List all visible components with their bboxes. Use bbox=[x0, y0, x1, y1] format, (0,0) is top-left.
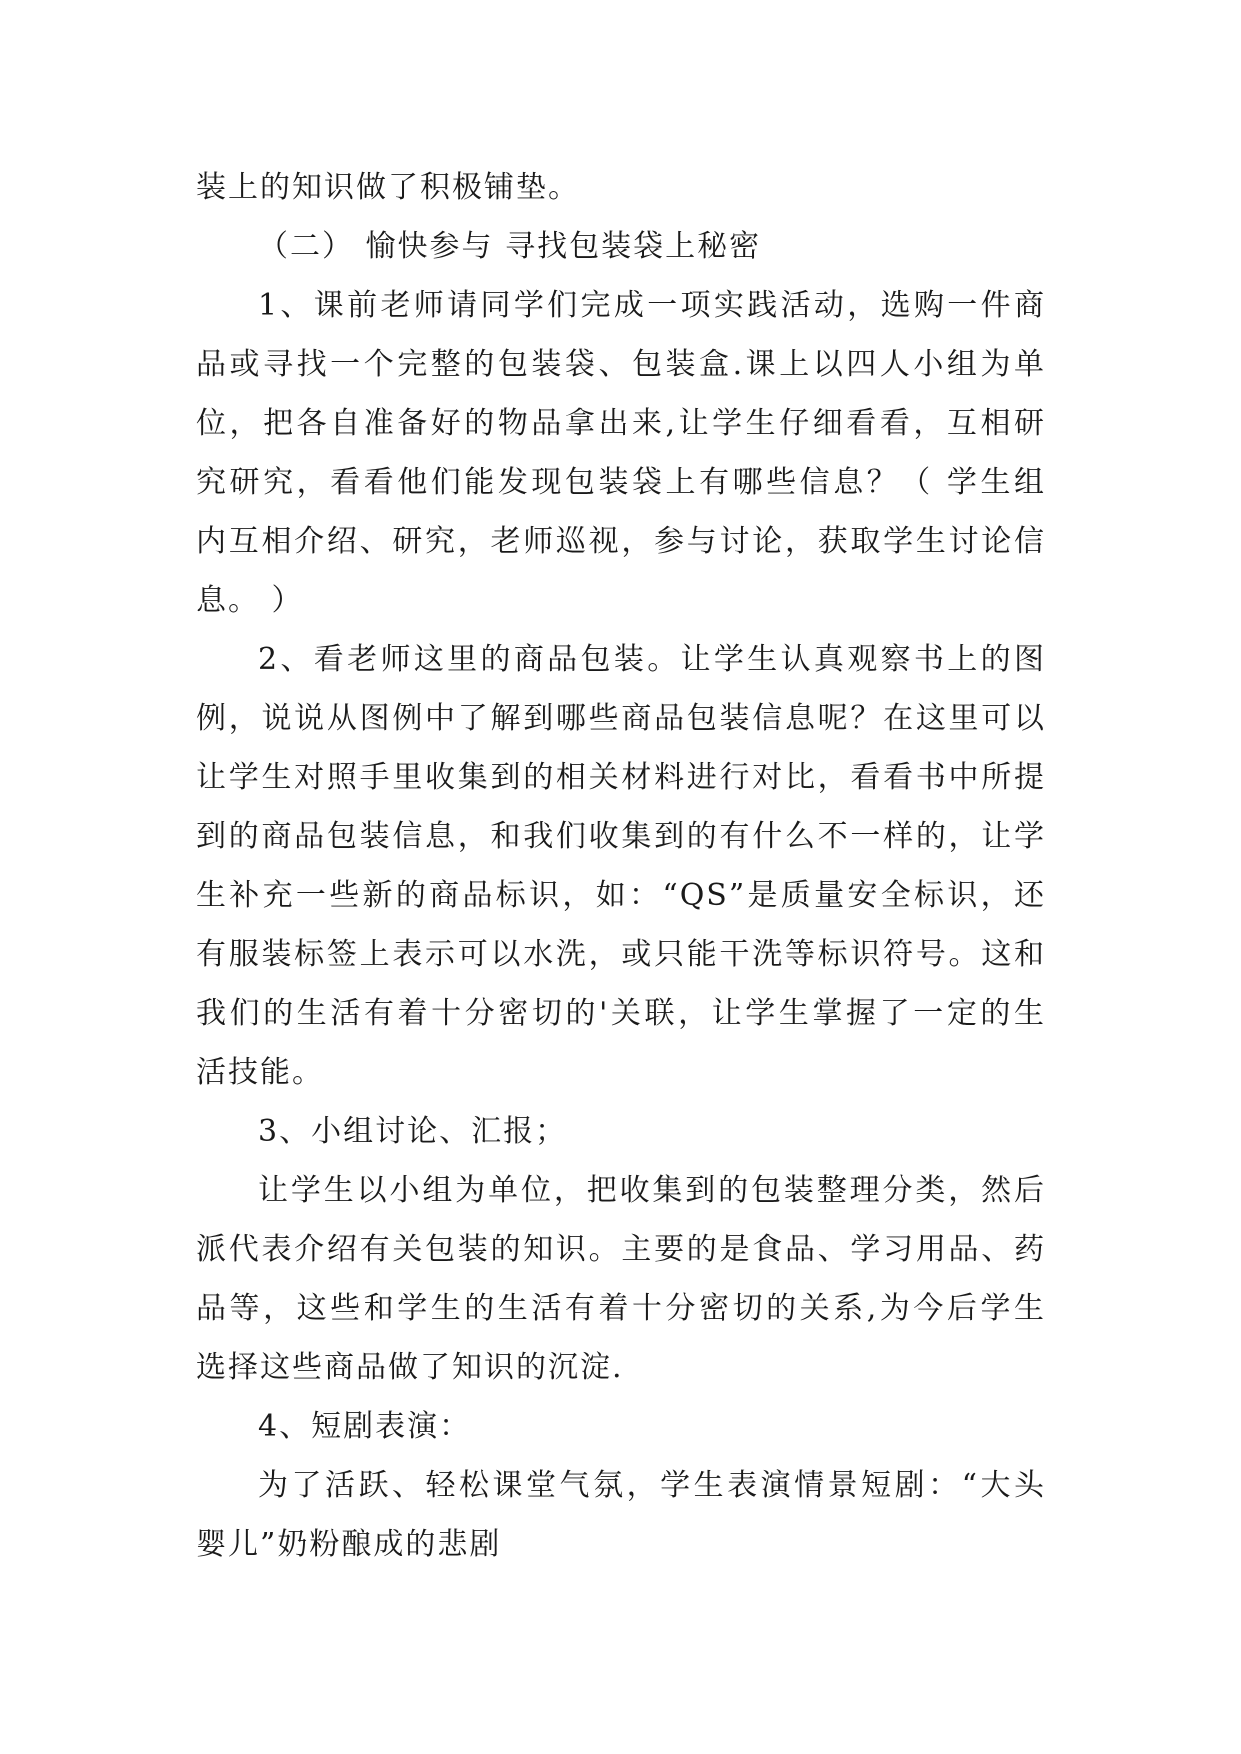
text-line: 让学生对照手里收集到的相关材料进行对比，看看书中所提 bbox=[196, 760, 1046, 795]
text-line: 究研究，看看他们能发现包装袋上有哪些信息？（ 学生组 bbox=[196, 465, 1046, 500]
text-line: 4、短剧表演： bbox=[258, 1409, 472, 1444]
text-line: 活技能。 bbox=[196, 1055, 324, 1090]
text-line: 品等，这些和学生的生活有着十分密切的关系,为今后学生 bbox=[196, 1291, 1046, 1326]
text-line: 例，说说从图例中了解到哪些商品包装信息呢？在这里可以 bbox=[196, 701, 1046, 736]
text-line: 位，把各自准备好的物品拿出来,让学生仔细看看，互相研 bbox=[196, 406, 1046, 441]
text-line: 3、小组讨论、汇报； bbox=[258, 1114, 568, 1149]
text-line: 品或寻找一个完整的包装袋、包装盒.课上以四人小组为单 bbox=[196, 347, 1046, 382]
text-line: 为了活跃、轻松课堂气氛，学生表演情景短剧：“大头 bbox=[258, 1468, 1046, 1503]
text-line: 内互相介绍、研究，老师巡视，参与讨论，获取学生讨论信 bbox=[196, 524, 1046, 559]
text-line: 生补充一些新的商品标识，如：“QS”是质量安全标识，还 bbox=[196, 878, 1046, 913]
text-line: 我们的生活有着十分密切的'关联，让学生掌握了一定的生 bbox=[196, 996, 1046, 1031]
text-line: 息。 ） bbox=[196, 583, 304, 618]
text-line: 派代表介绍有关包装的知识。主要的是食品、学习用品、药 bbox=[196, 1232, 1046, 1267]
text-line: 1、课前老师请同学们完成一项实践活动，选购一件商 bbox=[258, 288, 1046, 323]
text-line: 装上的知识做了积极铺垫。 bbox=[196, 170, 580, 205]
text-line: 到的商品包装信息，和我们收集到的有什么不一样的，让学 bbox=[196, 819, 1046, 854]
text-line: 选择这些商品做了知识的沉淀. bbox=[196, 1350, 624, 1385]
text-line: 2、看老师这里的商品包装。让学生认真观察书上的图 bbox=[258, 642, 1046, 677]
text-line: 婴儿”奶粉酿成的悲剧 bbox=[196, 1527, 502, 1562]
document-body bbox=[196, 158, 1046, 1574]
text-line: 让学生以小组为单位，把收集到的包装整理分类，然后 bbox=[258, 1173, 1046, 1208]
text-line: （二） 愉快参与 寻找包装袋上秘密 bbox=[258, 229, 762, 264]
text-line: 有服装标签上表示可以水洗，或只能干洗等标识符号。这和 bbox=[196, 937, 1046, 972]
